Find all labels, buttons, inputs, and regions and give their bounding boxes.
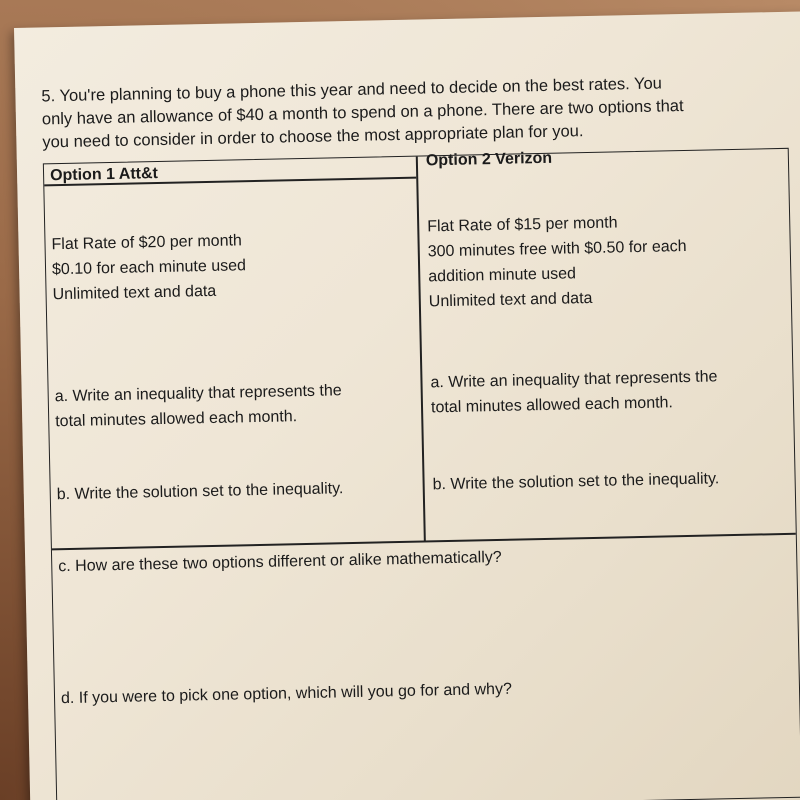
options-table	[43, 148, 800, 800]
option2-part-b: b. Write the solution set to the inequality.	[432, 470, 720, 494]
option2-header: Option 2 Verizon	[425, 149, 553, 170]
option2-detail: Unlimited text and data	[428, 289, 593, 311]
column-divider	[416, 157, 426, 541]
option2-part-a-line: a. Write an inequality that represents the	[430, 368, 718, 392]
option2-detail: 300 minutes free with $0.50 for each	[427, 237, 687, 261]
option2-detail: addition minute used	[428, 265, 577, 286]
option1-part-b: b. Write the solution set to the inequality.	[56, 480, 344, 504]
option1-detail: Unlimited text and data	[52, 282, 217, 304]
option1-part-a	[54, 378, 342, 434]
option1-part-a-line: a. Write an inequality that represents the	[54, 382, 342, 406]
question-text	[41, 70, 782, 154]
worksheet-page	[14, 11, 800, 800]
option1-detail: Flat Rate of $20 per month	[51, 232, 243, 254]
question-line: you need to consider in order to choose the most appropriate plan for you.	[42, 122, 584, 152]
part-c-question: c. How are these two options different or alike mathematically?	[58, 548, 502, 576]
option1-part-a-line: total minutes allowed each month.	[55, 408, 298, 431]
option1-details	[51, 228, 246, 307]
option1-detail: $0.10 for each minute used	[51, 257, 247, 279]
option2-detail: Flat Rate of $15 per month	[427, 214, 618, 236]
question-line: 5. You're planning to buy a phone this year and need to decide on the best rates. You	[41, 74, 663, 106]
option2-details	[427, 209, 688, 314]
part-d-question: d. If you were to pick one option, which will you go for and why?	[60, 680, 513, 708]
option2-part-a-line: total minutes allowed each month.	[430, 394, 674, 417]
question-line: only have an allowance of $40 a month to spend on a phone. There are two options that	[41, 96, 684, 129]
option1-header: Option 1 Att&t	[49, 165, 159, 185]
option2-part-a	[430, 364, 718, 420]
